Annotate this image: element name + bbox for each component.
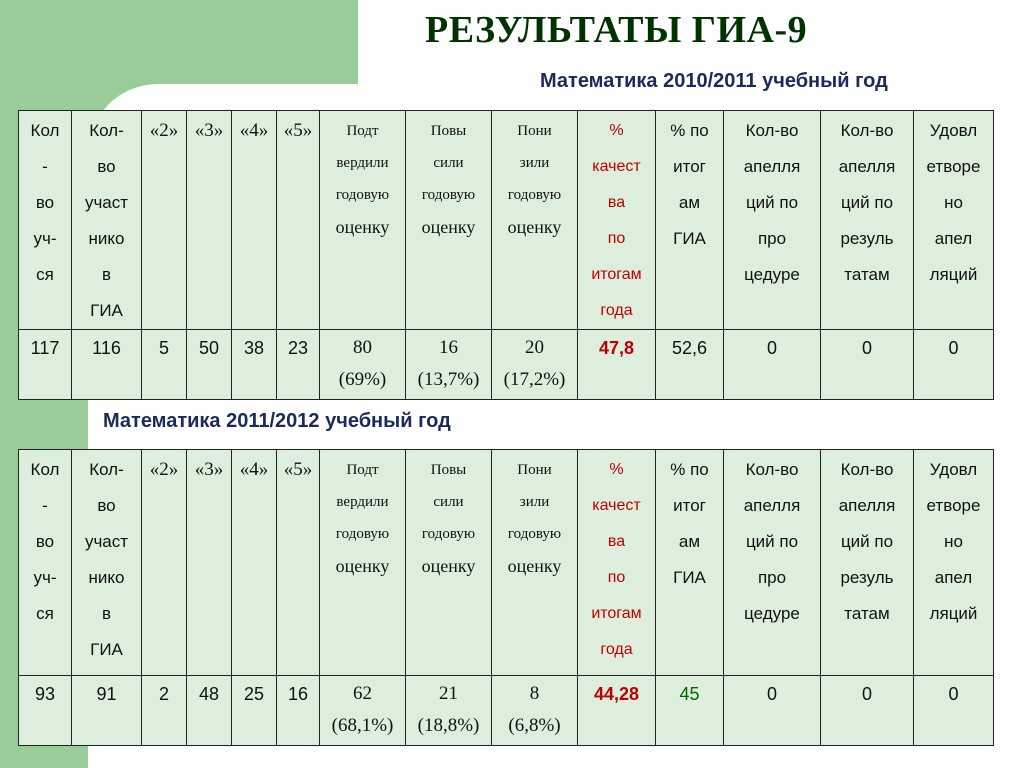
- header-grade-5: «5»: [277, 111, 320, 330]
- header-grade-4: «4»: [232, 450, 277, 676]
- results-table-2010-2011: [18, 110, 994, 400]
- header-quality-percent: % качест ва по итогам года: [578, 450, 656, 676]
- header-grade-4: «4»: [232, 111, 277, 330]
- header-participants-count: Кол- во участ нико в ГИА: [72, 111, 142, 330]
- header-grade-5: «5»: [277, 450, 320, 676]
- table-row: [19, 676, 994, 746]
- cell-appeals-procedure: 0: [724, 330, 821, 400]
- cell-appeals-satisfied: 0: [914, 676, 994, 746]
- header-grade-2: «2»: [142, 450, 187, 676]
- cell-grade-4: 38: [232, 330, 277, 400]
- header-lowered-grade: Пони зили годовую оценку: [492, 450, 578, 676]
- header-appeals-satisfied: Удовл етворе но апел ляций: [914, 111, 994, 330]
- cell-grade-3: 48: [187, 676, 232, 746]
- header-grade-2: «2»: [142, 111, 187, 330]
- page-title: РЕЗУЛЬТАТЫ ГИА-9: [425, 9, 808, 51]
- cell-grade-4: 25: [232, 676, 277, 746]
- header-gia-percent: % по итог ам ГИА: [656, 450, 724, 676]
- header-appeals-procedure: Кол-во апелля ций по про цедуре: [724, 111, 821, 330]
- results-table-2011-2012: [18, 449, 994, 746]
- header-raised-grade: Повы сили годовую оценку: [406, 111, 492, 330]
- header-participants-count: Кол- во участ нико в ГИА: [72, 450, 142, 676]
- header-appeals-results: Кол-во апелля ций по резуль татам: [821, 111, 914, 330]
- header-confirmed-grade: Подт вердили годовую оценку: [320, 111, 406, 330]
- cell-confirmed: 62 (68,1%): [320, 676, 406, 746]
- header-appeals-satisfied: Удовл етворе но апел ляций: [914, 450, 994, 676]
- header-gia-percent: % по итог ам ГИА: [656, 111, 724, 330]
- section-title-2010-2011: Математика 2010/2011 учебный год: [540, 70, 888, 92]
- header-students-count: Кол - во уч- ся: [19, 450, 72, 676]
- cell-participants: 116: [72, 330, 142, 400]
- cell-grade-5: 23: [277, 330, 320, 400]
- cell-lowered: 20 (17,2%): [492, 330, 578, 400]
- header-grade-3: «3»: [187, 450, 232, 676]
- header-appeals-procedure: Кол-во апелля ций по про цедуре: [724, 450, 821, 676]
- header-students-count: Кол - во уч- ся: [19, 111, 72, 330]
- cell-quality: 47,8: [578, 330, 656, 400]
- header-raised-grade: Повы сили годовую оценку: [406, 450, 492, 676]
- cell-gia-percent: 52,6: [656, 330, 724, 400]
- cell-raised: 16 (13,7%): [406, 330, 492, 400]
- cell-students: 117: [19, 330, 72, 400]
- section-title-2011-2012: Математика 2011/2012 учебный год: [103, 410, 451, 432]
- cell-quality: 44,28: [578, 676, 656, 746]
- cell-grade-5: 16: [277, 676, 320, 746]
- cell-grade-2: 2: [142, 676, 187, 746]
- cell-appeals-results: 0: [821, 676, 914, 746]
- cell-raised: 21 (18,8%): [406, 676, 492, 746]
- header-lowered-grade: Пони зили годовую оценку: [492, 111, 578, 330]
- cell-grade-3: 50: [187, 330, 232, 400]
- header-quality-percent: % качест ва по итогам года: [578, 111, 656, 330]
- cell-students: 93: [19, 676, 72, 746]
- cell-gia-percent: 45: [656, 676, 724, 746]
- header-appeals-results: Кол-во апелля ций по резуль татам: [821, 450, 914, 676]
- table-row: [19, 330, 994, 400]
- cell-participants: 91: [72, 676, 142, 746]
- cell-confirmed: 80 (69%): [320, 330, 406, 400]
- cell-appeals-satisfied: 0: [914, 330, 994, 400]
- cell-appeals-results: 0: [821, 330, 914, 400]
- cell-lowered: 8 (6,8%): [492, 676, 578, 746]
- cell-grade-2: 5: [142, 330, 187, 400]
- cell-appeals-procedure: 0: [724, 676, 821, 746]
- header-grade-3: «3»: [187, 111, 232, 330]
- header-confirmed-grade: Подт вердили годовую оценку: [320, 450, 406, 676]
